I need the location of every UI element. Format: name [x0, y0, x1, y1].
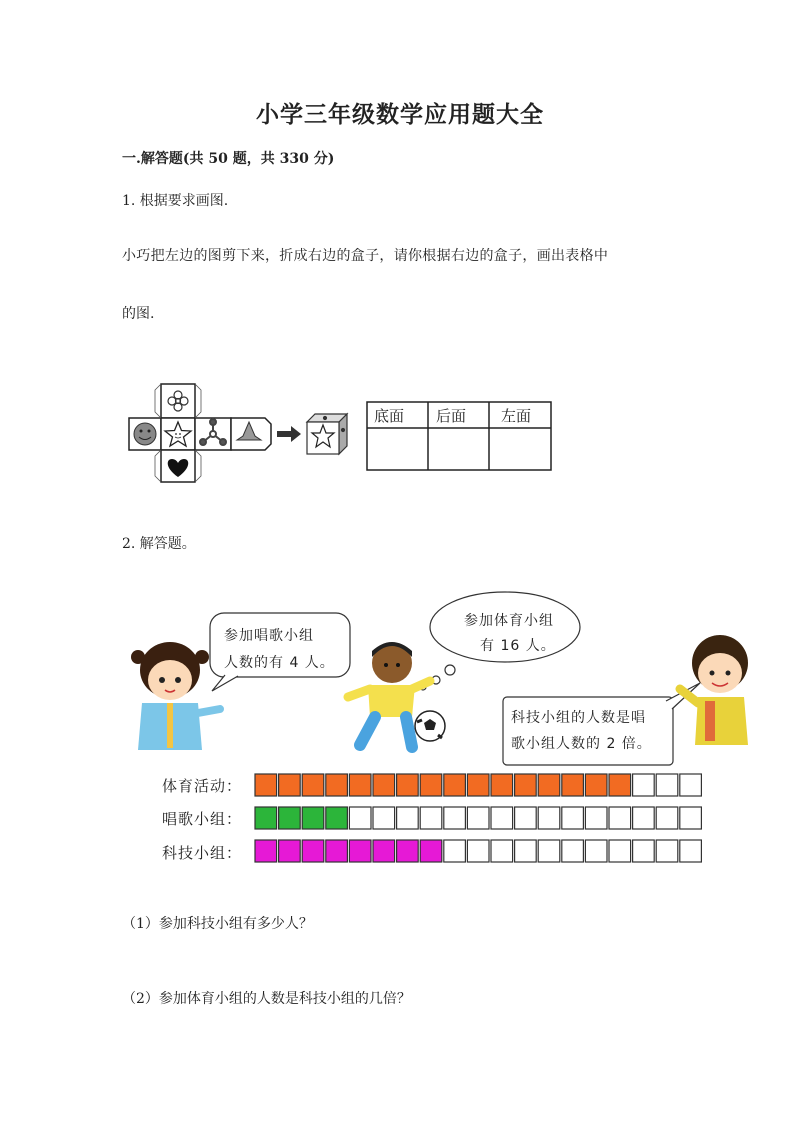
empty-cell	[609, 807, 631, 829]
empty-cell	[373, 807, 395, 829]
question-1-text-line1: 小巧把左边的图剪下来，折成右边的盒子，请你根据右边的盒子，画出表格中	[122, 248, 609, 264]
empty-cell	[420, 807, 442, 829]
table-header-back: 后面	[436, 407, 467, 425]
empty-cell	[349, 807, 371, 829]
box-net-figure	[125, 380, 360, 490]
question-2-label: 2. 解答题。	[122, 536, 196, 552]
empty-cell	[656, 774, 678, 796]
filled-cell	[255, 807, 277, 829]
filled-cell	[326, 840, 348, 862]
filled-cell	[279, 774, 301, 796]
empty-cell	[680, 774, 702, 796]
filled-cell	[349, 774, 371, 796]
empty-cell	[444, 840, 466, 862]
empty-cell	[491, 840, 513, 862]
girl-figure	[131, 642, 220, 750]
page-title: 小学三年级数学应用题大全	[256, 101, 544, 128]
question-1-label: 1. 根据要求画图.	[122, 193, 229, 209]
filled-cell	[373, 840, 395, 862]
empty-cell	[444, 807, 466, 829]
filled-cell	[420, 774, 442, 796]
filled-cell	[467, 774, 489, 796]
filled-cell	[326, 774, 348, 796]
cube-icon	[307, 414, 347, 454]
girl-bubble-line1: 参加唱歌小组	[224, 628, 314, 644]
filled-cell	[279, 840, 301, 862]
filled-cell	[609, 774, 631, 796]
girl-bubble-line2: 人数的有 4 人。	[224, 655, 335, 671]
arrow-icon	[277, 426, 301, 442]
soccer-ball-icon	[415, 711, 445, 741]
empty-cell	[397, 807, 419, 829]
filled-cell	[255, 840, 277, 862]
row-label-technology: 科技小组：	[162, 844, 243, 862]
empty-cell	[562, 840, 584, 862]
filled-cell	[397, 840, 419, 862]
row-label-sports: 体育活动：	[162, 777, 243, 795]
empty-cell	[538, 807, 560, 829]
sub-question-2: （2）参加体育小组的人数是科技小组的几倍？	[122, 991, 411, 1007]
empty-cell	[656, 840, 678, 862]
unit-bar-grid	[253, 772, 713, 864]
empty-cell	[515, 840, 537, 862]
empty-cell	[633, 774, 655, 796]
empty-cell	[609, 840, 631, 862]
table-header-bottom: 底面	[374, 407, 405, 425]
filled-cell	[538, 774, 560, 796]
empty-cell	[585, 840, 607, 862]
filled-cell	[373, 774, 395, 796]
filled-cell	[420, 840, 442, 862]
filled-cell	[255, 774, 277, 796]
table-header-left: 左面	[501, 407, 532, 425]
filled-cell	[515, 774, 537, 796]
empty-cell	[467, 807, 489, 829]
filled-cell	[326, 807, 348, 829]
thought-bubble-line2: 有 16 人。	[480, 638, 556, 654]
empty-cell	[515, 807, 537, 829]
empty-cell	[656, 807, 678, 829]
empty-cell	[538, 840, 560, 862]
illustration	[120, 585, 760, 770]
filled-cell	[491, 774, 513, 796]
row-label-singing: 唱歌小组：	[162, 810, 243, 828]
filled-cell	[444, 774, 466, 796]
section-heading: 一.解答题(共 50 题，共 330 分)	[122, 151, 335, 167]
boy-bubble-line2: 歌小组人数的 2 倍。	[511, 736, 652, 752]
filled-cell	[302, 840, 324, 862]
filled-cell	[585, 774, 607, 796]
question-1-text-line2: 的图.	[122, 306, 155, 322]
empty-cell	[491, 807, 513, 829]
empty-cell	[633, 807, 655, 829]
filled-cell	[349, 840, 371, 862]
empty-cell	[633, 840, 655, 862]
filled-cell	[562, 774, 584, 796]
empty-cell	[562, 807, 584, 829]
empty-cell	[585, 807, 607, 829]
sub-question-1: （1）参加科技小组有多少人？	[122, 916, 313, 932]
empty-cell	[680, 840, 702, 862]
filled-cell	[279, 807, 301, 829]
empty-cell	[467, 840, 489, 862]
filled-cell	[397, 774, 419, 796]
empty-cell	[680, 807, 702, 829]
thought-bubble-line1: 参加体育小组	[464, 613, 554, 629]
filled-cell	[302, 774, 324, 796]
boy-bubble-line1: 科技小组的人数是唱	[511, 710, 646, 726]
smiley-face-icon	[134, 423, 156, 445]
filled-cell	[302, 807, 324, 829]
